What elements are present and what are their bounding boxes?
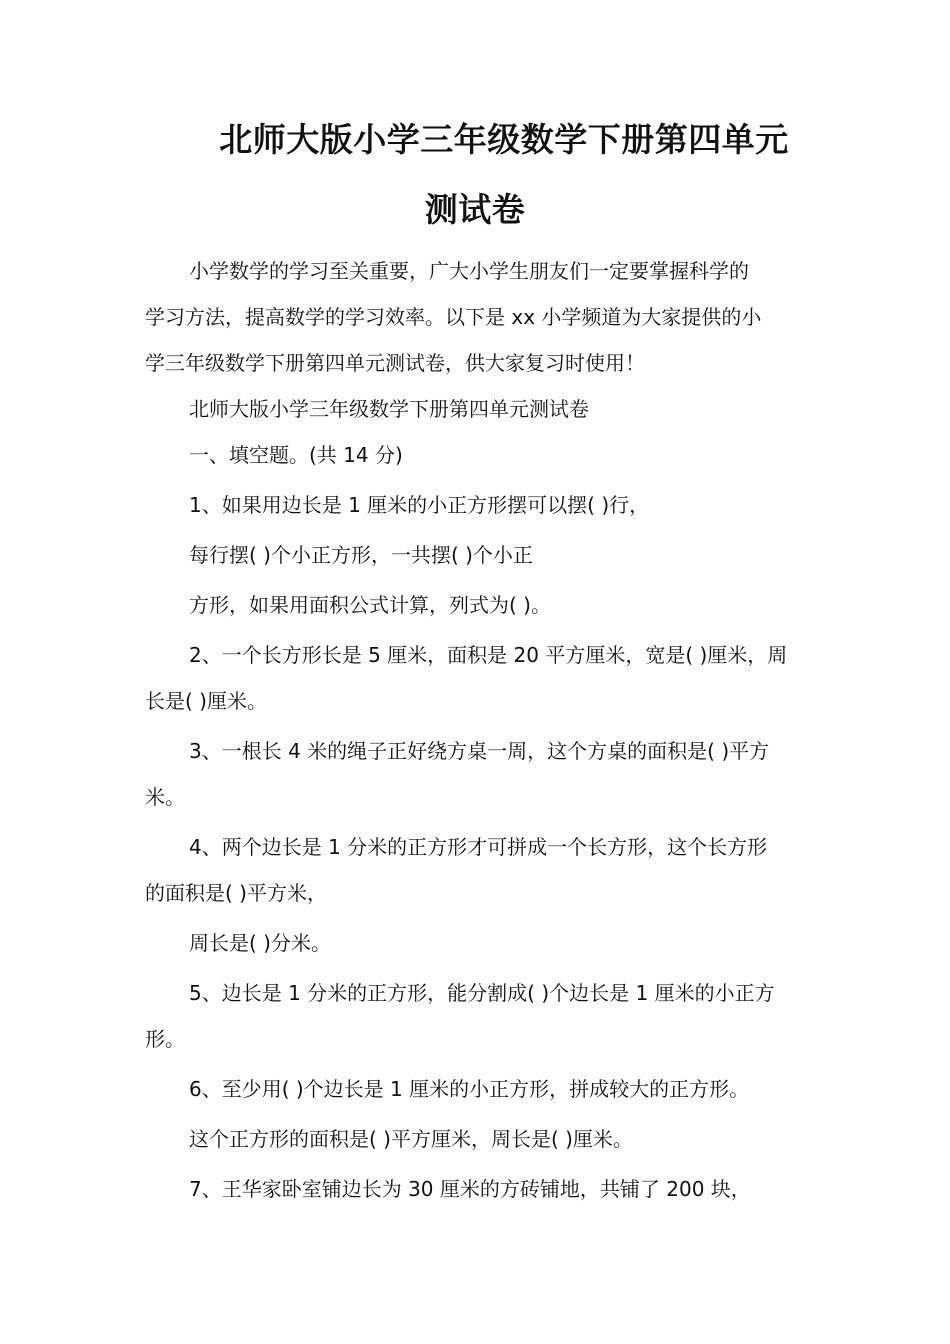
question-3-line-1: 3、一根长 4 米的绳子正好绕方桌一周，这个方桌的面积是( )平方 xyxy=(189,739,770,763)
question-6-line-2: 这个正方形的面积是( )平方厘米，周长是( )厘米。 xyxy=(189,1127,633,1151)
document-body xyxy=(145,248,807,1212)
question-1-line-3: 方形，如果用面积公式计算，列式为( )。 xyxy=(189,593,551,617)
question-4-line-1: 4、两个边长是 1 分米的正方形才可拼成一个长方形，这个长方形 xyxy=(189,835,768,859)
section-heading: 一、填空题。(共 14 分) xyxy=(189,443,403,467)
question-3-line-2: 米。 xyxy=(145,785,185,809)
question-1-line-2: 每行摆( )个小正方形，一共摆( )个小正 xyxy=(189,543,533,567)
question-2-line-2: 长是( )厘米。 xyxy=(145,689,267,713)
question-5-line-2: 形。 xyxy=(145,1027,185,1051)
test-heading: 北师大版小学三年级数学下册第四单元测试卷 xyxy=(189,397,589,421)
intro-line-2: 学习方法，提高数学的学习效率。以下是 xx 小学频道为大家提供的小 xyxy=(145,305,762,329)
question-1-line-1: 1、如果用边长是 1 厘米的小正方形摆可以摆( )行， xyxy=(189,493,650,517)
document-title-line-1: 北师大版小学三年级数学下册第四单元 xyxy=(219,120,789,159)
question-7-line-1: 7、王华家卧室铺边长为 30 厘米的方砖铺地，共铺了 200 块， xyxy=(189,1177,751,1201)
question-4-line-2: 的面积是( )平方米， xyxy=(145,881,327,905)
question-6-line-1: 6、至少用( )个边长是 1 厘米的小正方形，拼成较大的正方形。 xyxy=(189,1077,750,1101)
question-4-line-3: 周长是( )分米。 xyxy=(189,931,331,955)
question-5-line-1: 5、边长是 1 分米的正方形，能分割成( )个边长是 1 厘米的小正方 xyxy=(189,981,775,1005)
document-title-line-2: 测试卷 xyxy=(424,190,526,229)
question-2-line-1: 2、一个长方形长是 5 厘米，面积是 20 平方厘米，宽是( )厘米，周 xyxy=(189,643,788,667)
intro-line-3: 学三年级数学下册第四单元测试卷，供大家复习时使用！ xyxy=(145,351,645,375)
intro-line-1: 小学数学的学习至关重要，广大小学生朋友们一定要掌握科学的 xyxy=(189,259,749,283)
